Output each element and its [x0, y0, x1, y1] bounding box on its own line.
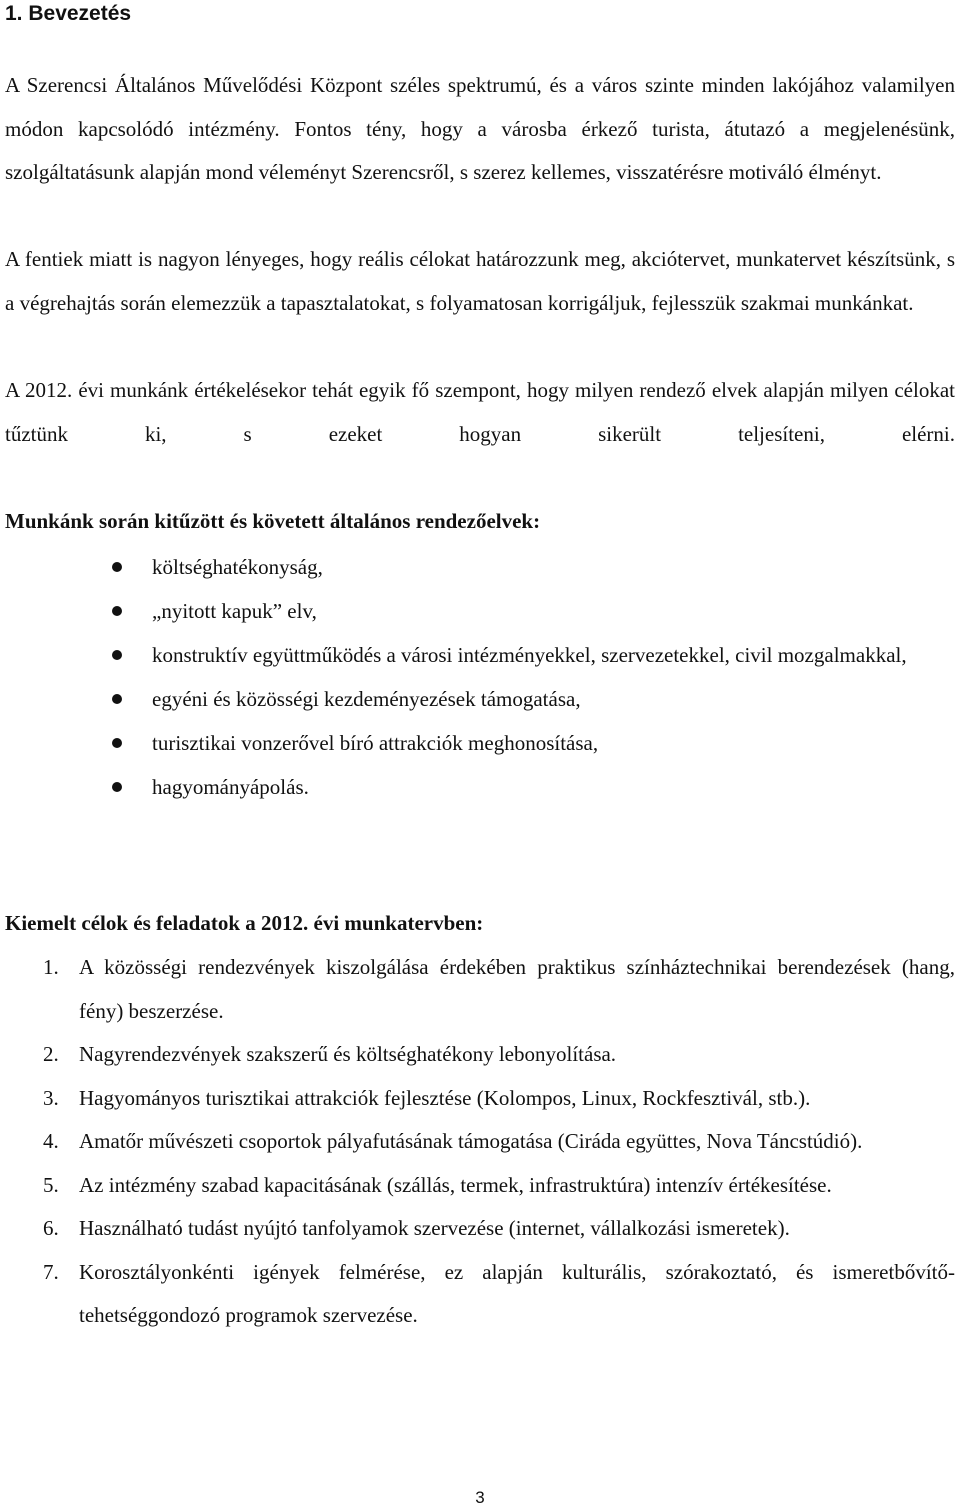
item-text: Korosztályonkénti igények felmérése, ez alapján kulturális, szórakoztató, és ismeretbővítő-tehetséggondozó programok szervezése. — [79, 1259, 955, 1327]
principles-heading: Munkánk során kitűzött és követett általános rendezőelvek: — [5, 509, 541, 533]
item-number: 7. — [43, 1259, 59, 1284]
item-text: Hagyományos turisztikai attrakciók fejlesztése (Kolompos, Linux, Rockfesztivál, stb.). — [79, 1085, 811, 1110]
list-item-text: költséghatékonyság, — [152, 555, 323, 579]
goals-heading: Kiemelt célok és feladatok a 2012. évi munkatervben: — [5, 911, 484, 935]
bullet-icon — [112, 562, 122, 572]
item-text: A közösségi rendezvények kiszolgálása érdekében praktikus színháztechnikai berendezések (hang, fény) beszerzése. — [79, 955, 955, 1023]
intro-paragraph: A Szerencsi Általános Művelődési Központ széles spektrumú, és a város szinte minden lakójához valamilyen módon kapcsolódó intézmény. Fontos tény, hogy a városba érkező turista, átutazó a megjelenésünk, szolgáltatásunk alapján mond véleményt Szerencsről, s szerez kellemes, visszatérésre motiváló élményt. — [5, 73, 955, 184]
principles-list — [5, 545, 955, 809]
item-number: 3. — [43, 1085, 59, 1110]
item-text: Az intézmény szabad kapacitásának (szállás, termek, infrastruktúra) intenzív értékesítése. — [79, 1172, 832, 1197]
bullet-icon — [112, 606, 122, 616]
bullet-icon — [112, 782, 122, 792]
list-item — [5, 677, 955, 721]
list-item — [5, 721, 955, 765]
goals-list — [5, 946, 955, 1338]
list-item — [5, 589, 955, 633]
numbered-item — [5, 1251, 955, 1338]
bullet-icon — [112, 694, 122, 704]
list-item — [5, 545, 955, 589]
list-item-text: turisztikai vonzerővel bíró attrakciók meghonosítása, — [152, 731, 599, 755]
item-text: Nagyrendezvények szakszerű és költséghatékony lebonyolítása. — [79, 1042, 617, 1066]
goals-paragraph: A fentiek miatt is nagyon lényeges, hogy reális célokat határozzunk meg, akciótervet, munkatervet készítsünk, s a végrehajtás során elemezzük a tapasztalatokat, s folyamatosan korrigáljuk, fejlesszük szakmai munkánkat. — [5, 247, 955, 315]
list-item — [5, 765, 955, 809]
evaluation-paragraph: A 2012. évi munkánk értékelésekor tehát egyik fő szempont, hogy milyen rendező elvek alapján milyen célokat tűztünk ki, s ezeket hogyan sikerült teljesíteni, elérni. — [5, 378, 955, 446]
list-item-text: konstruktív együttműködés a városi intézményekkel, szervezetekkel, civil mozgalmakkal, — [152, 643, 907, 667]
bullet-icon — [112, 738, 122, 748]
numbered-item — [5, 1164, 955, 1208]
item-number: 1. — [43, 955, 59, 979]
item-number: 6. — [43, 1216, 59, 1240]
item-number: 2. — [43, 1042, 59, 1066]
numbered-item — [5, 1120, 955, 1164]
item-text: Használható tudást nyújtó tanfolyamok szervezése (internet, vállalkozási ismeretek). — [79, 1216, 790, 1240]
numbered-item — [5, 1077, 955, 1121]
item-number: 4. — [43, 1129, 59, 1153]
item-text: Amatőr művészeti csoportok pályafutásának támogatása (Cirádа együttes, Nova Táncstúdió). — [79, 1129, 863, 1153]
numbered-item — [5, 1033, 955, 1077]
list-item-text: „nyitott kapuk” elv, — [152, 599, 317, 623]
numbered-item — [5, 1207, 955, 1251]
section-heading: 1. Bevezetés — [5, 2, 132, 25]
item-number: 5. — [43, 1172, 59, 1197]
list-item-text: egyéni és közösségi kezdeményezések támogatása, — [152, 687, 581, 711]
page-number: 3 — [475, 1488, 485, 1507]
list-item-text: hagyományápolás. — [152, 775, 309, 799]
numbered-item — [5, 946, 955, 1033]
list-item — [5, 633, 955, 677]
bullet-icon — [112, 650, 122, 660]
